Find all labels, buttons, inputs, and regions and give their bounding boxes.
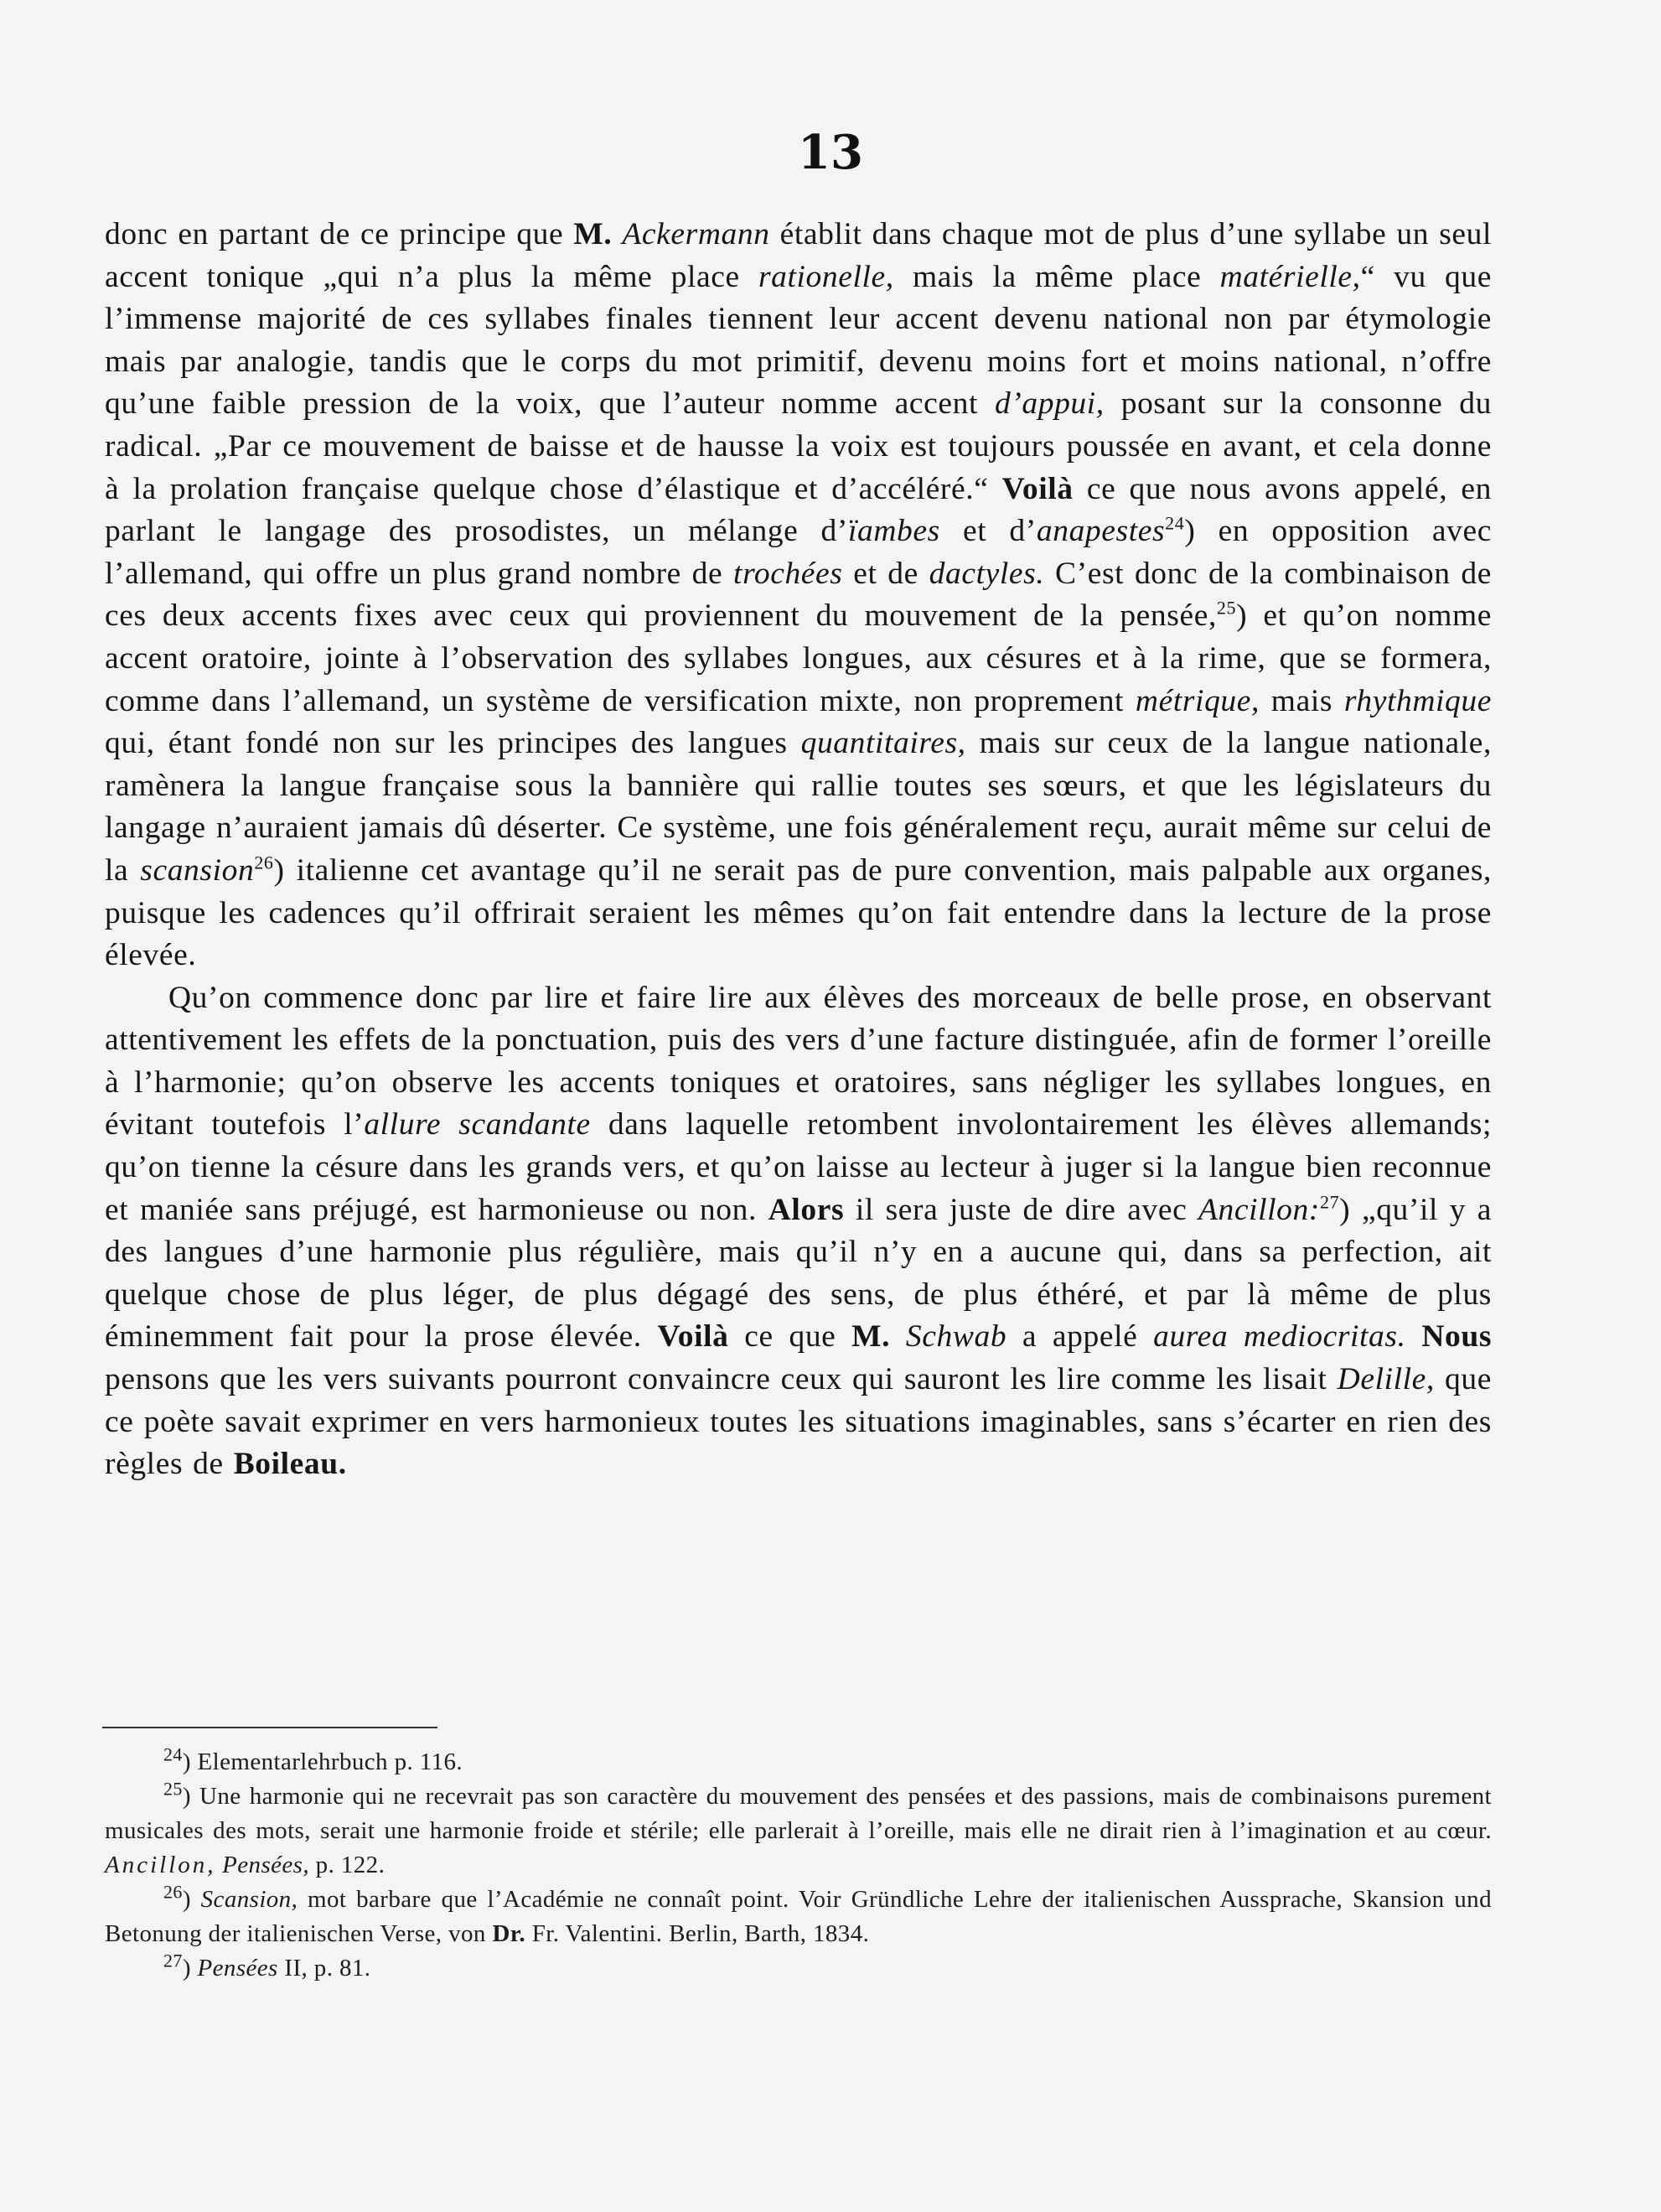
text-run-italic: matérielle,	[1219, 259, 1361, 294]
footnote-number: 24	[163, 1743, 183, 1765]
text-run-bold: Nous	[1421, 1319, 1493, 1355]
author-name-delille: Delille,	[1337, 1362, 1435, 1397]
text-run-italic: quantitaires,	[800, 726, 966, 761]
text-run: C’est donc de la combinaison de ces deux accents fixes avec ceux qui proviennent du mouvement de la pensée,	[105, 556, 1492, 634]
footnote-text: II, p. 81.	[277, 1955, 371, 1981]
footnote-ref-27: 27	[1319, 1191, 1340, 1213]
main-text	[105, 214, 1492, 1486]
text-run-bold: Voilà	[657, 1319, 729, 1355]
text-run: ce que nous avons appelé, en parlant le langage des prosodistes, un mélange d’	[105, 471, 1492, 549]
paragraph-1	[105, 214, 1492, 977]
page-number: 13	[798, 125, 863, 180]
text-run-italic: scansion	[140, 852, 255, 888]
text-run-italic: anapestes	[1036, 514, 1166, 549]
footnote-work-title: Pensées,	[222, 1852, 310, 1878]
text-run: qui, étant fondé non sur les principes des langues	[105, 726, 801, 761]
text-run: “ vu que l’immense majorité de ces syllabes finales tiennent leur accent devenu national non par étymologie mais par analogie, tandis que le corps du mot primitif, devenu moins fort et moins national, n’offre qu’une faible pression de la voix, que l’auteur nomme accent	[105, 259, 1493, 422]
text-run: dans laquelle retombent involontairement les élèves allemands; qu’on tienne la césure dans les grands vers, et qu’on laisse au lecteur à juger si la langue bien reconnue et maniée sans préjugé, est harmonieuse ou non.	[105, 1107, 1492, 1227]
text-run-bold: M.	[573, 217, 613, 251]
footnote-27	[105, 1951, 1492, 1986]
footnote-term: Scansion,	[200, 1886, 298, 1913]
footnote-26	[105, 1883, 1492, 1951]
text-run-italic: trochées	[733, 556, 843, 591]
footnote-ref-24: 24	[1165, 512, 1185, 534]
text-run: ) italienne cet avantage qu’il ne serait pas de pure convention, mais palpable aux organes, puisque les cadences qu’il offrirait seraient les mêmes qu’on fait entendre dans la lecture de la prose élevée.	[105, 852, 1492, 973]
author-name-schwab: Schwab	[905, 1319, 1007, 1355]
footnote-ref-26: 26	[254, 852, 274, 873]
text-run: et d’	[939, 514, 1037, 549]
text-run-bold: Alors	[768, 1192, 845, 1227]
footnote-text: )	[182, 1955, 198, 1981]
footnote-24	[105, 1745, 1492, 1779]
text-run-italic: aurea mediocritas.	[1153, 1319, 1406, 1355]
text-run: pensons que les vers suivants pourront convaincre ceux qui sauront les lire comme les lisait	[105, 1362, 1338, 1397]
text-run: posant sur la consonne du radical. „Par ce mouvement de baisse et de hausse la voix est toujours poussée en avant, et cela donne à la prolation française quelque chose d’élastique et d’accéléré.“	[105, 386, 1492, 506]
text-run: Qu’on commence donc par lire et faire lire aux élèves des morceaux de belle prose, en observant attentivement les effets de la ponctuation, puis des vers d’une facture distinguée, afin de former l’oreille à l’harmonie; qu’on observe les accents toniques et oratoires, sans négliger les syllabes longues, en évitant toutefois l’	[105, 980, 1493, 1142]
text-run-italic: ïambes	[848, 514, 940, 549]
footnote-ref-25: 25	[1216, 597, 1237, 619]
text-run-italic: rationelle,	[758, 259, 894, 294]
text-run: mais	[1259, 683, 1344, 718]
text-run: et de	[842, 556, 929, 591]
footnotes	[105, 1745, 1492, 1986]
footnote-number: 26	[163, 1881, 183, 1903]
text-run: il sera juste de dire avec	[844, 1192, 1199, 1227]
text-run-italic: rhythmique	[1343, 683, 1492, 718]
text-run: mais la même place	[893, 259, 1220, 294]
footnote-text: mot barbare que l’Académie ne connaît point. Voir Gründliche Lehre der italienischen Aussprache, Skansion und Betonung der italienischen Verse, von	[105, 1886, 1492, 1947]
text-run: ) et qu’on nomme accent oratoire, jointe à l’observation des syllabes longues, aux césures et à la rime, que se formera, comme dans l’allemand, un système de versification mixte, non proprement	[105, 598, 1492, 718]
text-run-italic: d’appui,	[994, 386, 1105, 422]
footnote-text: ) Une harmonie qui ne recevrait pas son caractère du mouvement des pensées et des passions, mais de combinaisons purement musicales des mots, serait une harmonie froide et stérile; elle parlerait à l’oreille, mais elle ne dirait rien à l’imagination et au cœur.	[105, 1783, 1492, 1844]
footnote-25	[105, 1779, 1492, 1883]
text-run: ) en opposition avec l’allemand, qui offre un plus grand nombre de	[105, 514, 1492, 591]
footnote-text: ) Elementarlehrbuch p. 116.	[182, 1748, 463, 1775]
text-run-bold: M.	[851, 1319, 891, 1355]
paragraph-2	[105, 977, 1492, 1486]
text-run: donc en partant de ce principe que	[105, 217, 574, 251]
author-name-ancillon: Ancillon:	[1198, 1192, 1320, 1227]
footnote-work-title: Pensées	[197, 1955, 278, 1981]
text-run-bold: Voilà	[1001, 471, 1074, 506]
text-run: que ce poète savait exprimer en vers harmonieux toutes les situations imaginables, sans s’écarter en rien des règles de	[105, 1362, 1492, 1482]
footnote-number: 25	[163, 1778, 183, 1800]
footnote-text-bold: Dr.	[492, 1920, 526, 1947]
text-run: établit dans chaque mot de plus d’une syllabe un seul accent tonique „qui n’a plus la même place	[105, 217, 1492, 294]
footnote-author: Ancillon,	[105, 1852, 216, 1878]
text-run: a appelé	[1006, 1319, 1154, 1355]
author-name-boileau: Boileau.	[233, 1447, 347, 1482]
text-run-italic: dactyles.	[929, 556, 1045, 591]
text-run: ) „qu’il y a des langues d’une harmonie plus régulière, mais qu’il n’y en a aucune qui, dans sa perfection, ait quelque chose de plus léger, de plus dégagé des sens, de plus éthéré, et par là même de plus éminemment fait pour la prose élevée.	[105, 1192, 1492, 1355]
footnote-text: Fr. Valentini. Berlin, Barth, 1834.	[525, 1920, 870, 1947]
footnote-text: )	[182, 1886, 201, 1913]
footnote-divider	[102, 1727, 437, 1728]
footnote-text: p. 122.	[309, 1852, 385, 1878]
text-run	[1406, 1319, 1422, 1354]
text-run-italic: métrique,	[1135, 683, 1260, 718]
text-run-italic: allure scandante	[364, 1107, 591, 1142]
footnote-number: 27	[163, 1950, 183, 1971]
text-run: ce que	[728, 1319, 852, 1355]
text-run: mais sur ceux de la langue nationale, ramènera la langue française sous la bannière qui rallie toutes ses sœurs, et que les législateurs du langage n’auraient jamais dû déserter. Ce système, une fois généralement reçu, aurait même sur celui de la	[105, 726, 1492, 888]
author-name-ackermann: Ackermann	[622, 217, 770, 251]
